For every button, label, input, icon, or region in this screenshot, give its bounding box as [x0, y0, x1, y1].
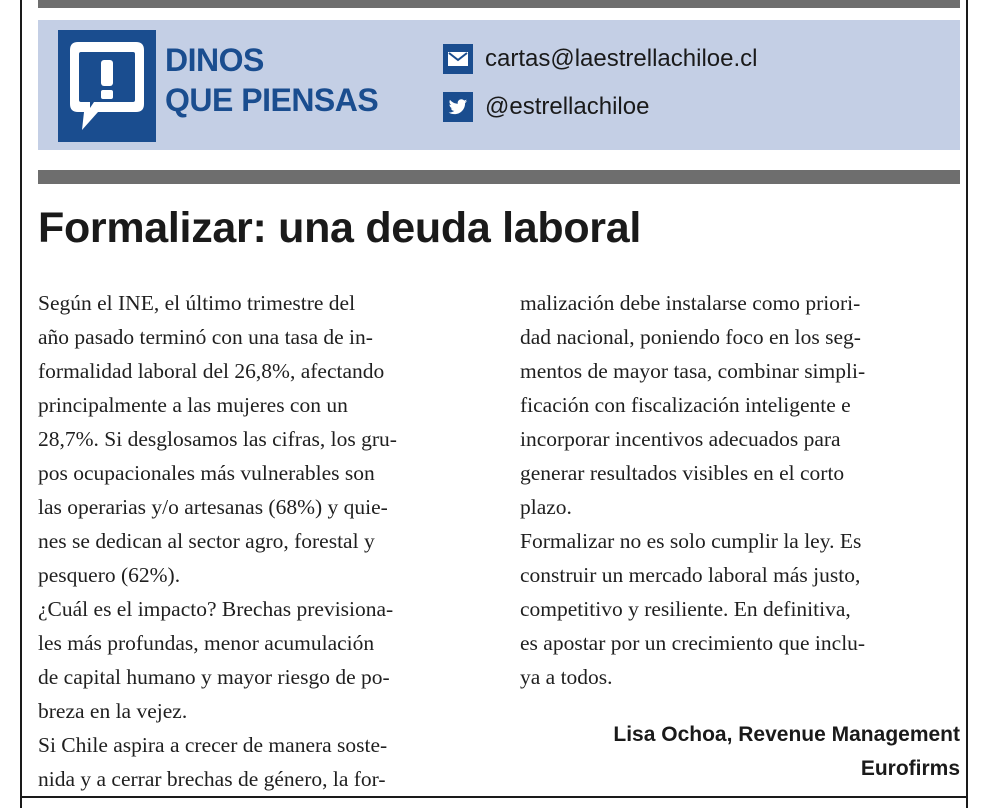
article-text-line: incorporar incentivos adecuados para: [520, 427, 841, 451]
article-text-line: 28,7%. Si desglosamos las cifras, los gru-: [38, 427, 397, 451]
article-text-line: ¿Cuál es el impacto? Brechas previsiona-: [38, 597, 394, 621]
article-text-line: plazo.: [520, 495, 572, 519]
section-divider-bar: [38, 170, 960, 184]
article-text-line: ficación con fiscalización inteligente e: [520, 393, 851, 417]
article-text-line: formalidad laboral del 26,8%, afectando: [38, 359, 385, 383]
article-text-line: es apostar por un crecimiento que inclu-: [520, 631, 866, 655]
article-column-1: [38, 286, 490, 796]
speech-bubble-exclamation-icon: [58, 30, 156, 142]
right-frame-border: [966, 0, 968, 808]
email-address[interactable]: cartas@laestrellachiloe.cl: [485, 45, 758, 72]
author-signature: [520, 718, 960, 786]
banner-heading-line2: QUE PIENSAS: [165, 82, 379, 118]
article-text-line: Si Chile aspira a crecer de manera soste-: [38, 733, 388, 757]
email-contact[interactable]: [443, 42, 757, 76]
twitter-bird-icon: [443, 92, 473, 122]
article-text-line: generar resultados visibles en el corto: [520, 461, 845, 485]
article-text-line: Formalizar no es solo cumplir la ley. Es: [520, 529, 862, 553]
article-text-line: las operarias y/o artesanas (68%) y quie-: [38, 495, 388, 519]
article-text-line: pos ocupacionales más vulnerables son: [38, 461, 375, 485]
article-text-line: dad nacional, poniendo foco en los seg-: [520, 325, 861, 349]
article-text-line: pesquero (62%).: [38, 563, 181, 587]
article-text-line: les más profundas, menor acumulación: [38, 631, 375, 655]
article-text-line: principalmente a las mujeres con un: [38, 393, 348, 417]
banner-heading: [165, 40, 378, 120]
article-text-line: año pasado terminó con una tasa de in-: [38, 325, 373, 349]
article-text-line: ya a todos.: [520, 665, 613, 689]
article-title: Formalizar: una deuda laboral: [38, 204, 641, 252]
article-text-line: nida y a cerrar brechas de género, la for-: [38, 767, 386, 791]
twitter-handle[interactable]: @estrellachiloe: [485, 93, 650, 120]
envelope-icon: [443, 44, 473, 74]
author-company-line: Eurofirms: [860, 757, 960, 780]
article-text-line: mentos de mayor tasa, combinar simpli-: [520, 359, 866, 383]
article-text-line: Según el INE, el último trimestre del: [38, 291, 356, 315]
left-frame-border: [20, 0, 22, 808]
twitter-contact[interactable]: [443, 90, 649, 124]
article-text-line: malización debe instalarse como priori-: [520, 291, 861, 315]
article-text-line: de capital humano y mayor riesgo de po-: [38, 665, 390, 689]
article-column-2: [520, 286, 965, 694]
banner-heading-line1: DINOS: [165, 42, 264, 78]
author-name-line: Lisa Ochoa, Revenue Management: [613, 723, 960, 746]
article-text-line: nes se dedican al sector agro, forestal y: [38, 529, 375, 553]
article-text-line: competitivo y resiliente. En definitiva,: [520, 597, 851, 621]
article-text-line: construir un mercado laboral más justo,: [520, 563, 861, 587]
bottom-frame-border: [20, 796, 968, 798]
top-divider-bar: [38, 0, 960, 8]
article-text-line: breza en la vejez.: [38, 699, 188, 723]
